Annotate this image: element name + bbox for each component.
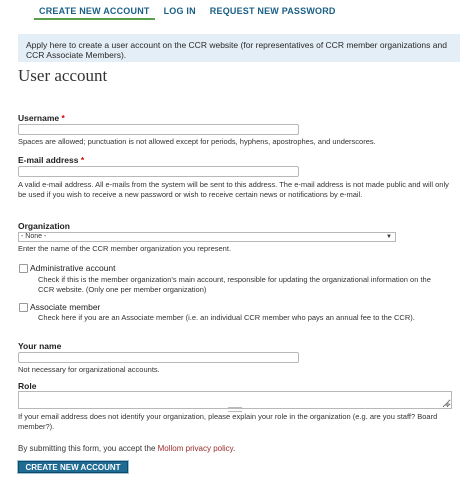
associate-member-label: Associate member <box>30 302 101 312</box>
organization-selected-value: - None - <box>21 233 47 240</box>
required-mark: * <box>61 113 65 123</box>
tab-log-in[interactable]: LOG IN <box>163 6 196 16</box>
organization-select[interactable] <box>18 232 396 242</box>
administrative-account-label: Administrative account <box>30 263 116 273</box>
email-label: E-mail address * <box>18 155 85 165</box>
username-description: Spaces are allowed; punctuation is not allowed except for periods, hyphens, apostrophes, and underscores. <box>18 137 376 146</box>
tab-create-new-account[interactable]: CREATE NEW ACCOUNT <box>34 6 155 20</box>
create-new-account-button[interactable]: CREATE NEW ACCOUNT <box>18 461 128 473</box>
administrative-account-description: Check if this is the member organization's main account, responsible for updating the organizational information on the CCR website. (Only one per member organization) <box>38 275 431 294</box>
resize-grip-icon[interactable]: ◢ <box>444 401 449 407</box>
page-title: User account <box>18 66 108 85</box>
username-label: Username * <box>18 113 65 123</box>
account-tabs <box>34 6 345 20</box>
role-label: Role <box>18 381 37 391</box>
username-input[interactable] <box>18 124 299 135</box>
email-input[interactable] <box>18 166 299 177</box>
your-name-label: Your name <box>18 341 62 351</box>
privacy-notice: By submitting this form, you accept the Mollom privacy policy. <box>18 444 236 453</box>
associate-member-checkbox[interactable] <box>19 303 28 312</box>
organization-label: Organization <box>18 221 70 231</box>
email-description: A valid e-mail address. All e-mails from the system will be sent to this address. The e-mail address is not made public and will only be used if you wish to receive a new password or wish to receive certain news or notifications by e-mail. <box>18 180 449 199</box>
privacy-policy-link[interactable]: Mollom privacy policy <box>157 444 234 453</box>
your-name-description: Not necessary for organizational accounts. <box>18 365 160 374</box>
associate-member-description: Check here if you are an Associate member (i.e. an individual CCR member who pays an annual fee to the CCR). <box>38 313 415 322</box>
your-name-input[interactable] <box>18 352 299 363</box>
required-mark: * <box>80 155 85 165</box>
chevron-down-icon: ▼ <box>386 234 392 240</box>
role-description: If your email address does not identify your organization, please explain your role in the organization (e.g. are you staff? Board member?). <box>18 412 438 431</box>
administrative-account-checkbox[interactable] <box>19 264 28 273</box>
tab-request-new-password[interactable]: REQUEST NEW PASSWORD <box>209 6 336 16</box>
organization-description: Enter the name of the CCR member organization you represent. <box>18 244 232 253</box>
info-notice: Apply here to create a user account on the CCR website (for representatives of CCR member organizations and CCR Associate Members). <box>18 34 460 62</box>
